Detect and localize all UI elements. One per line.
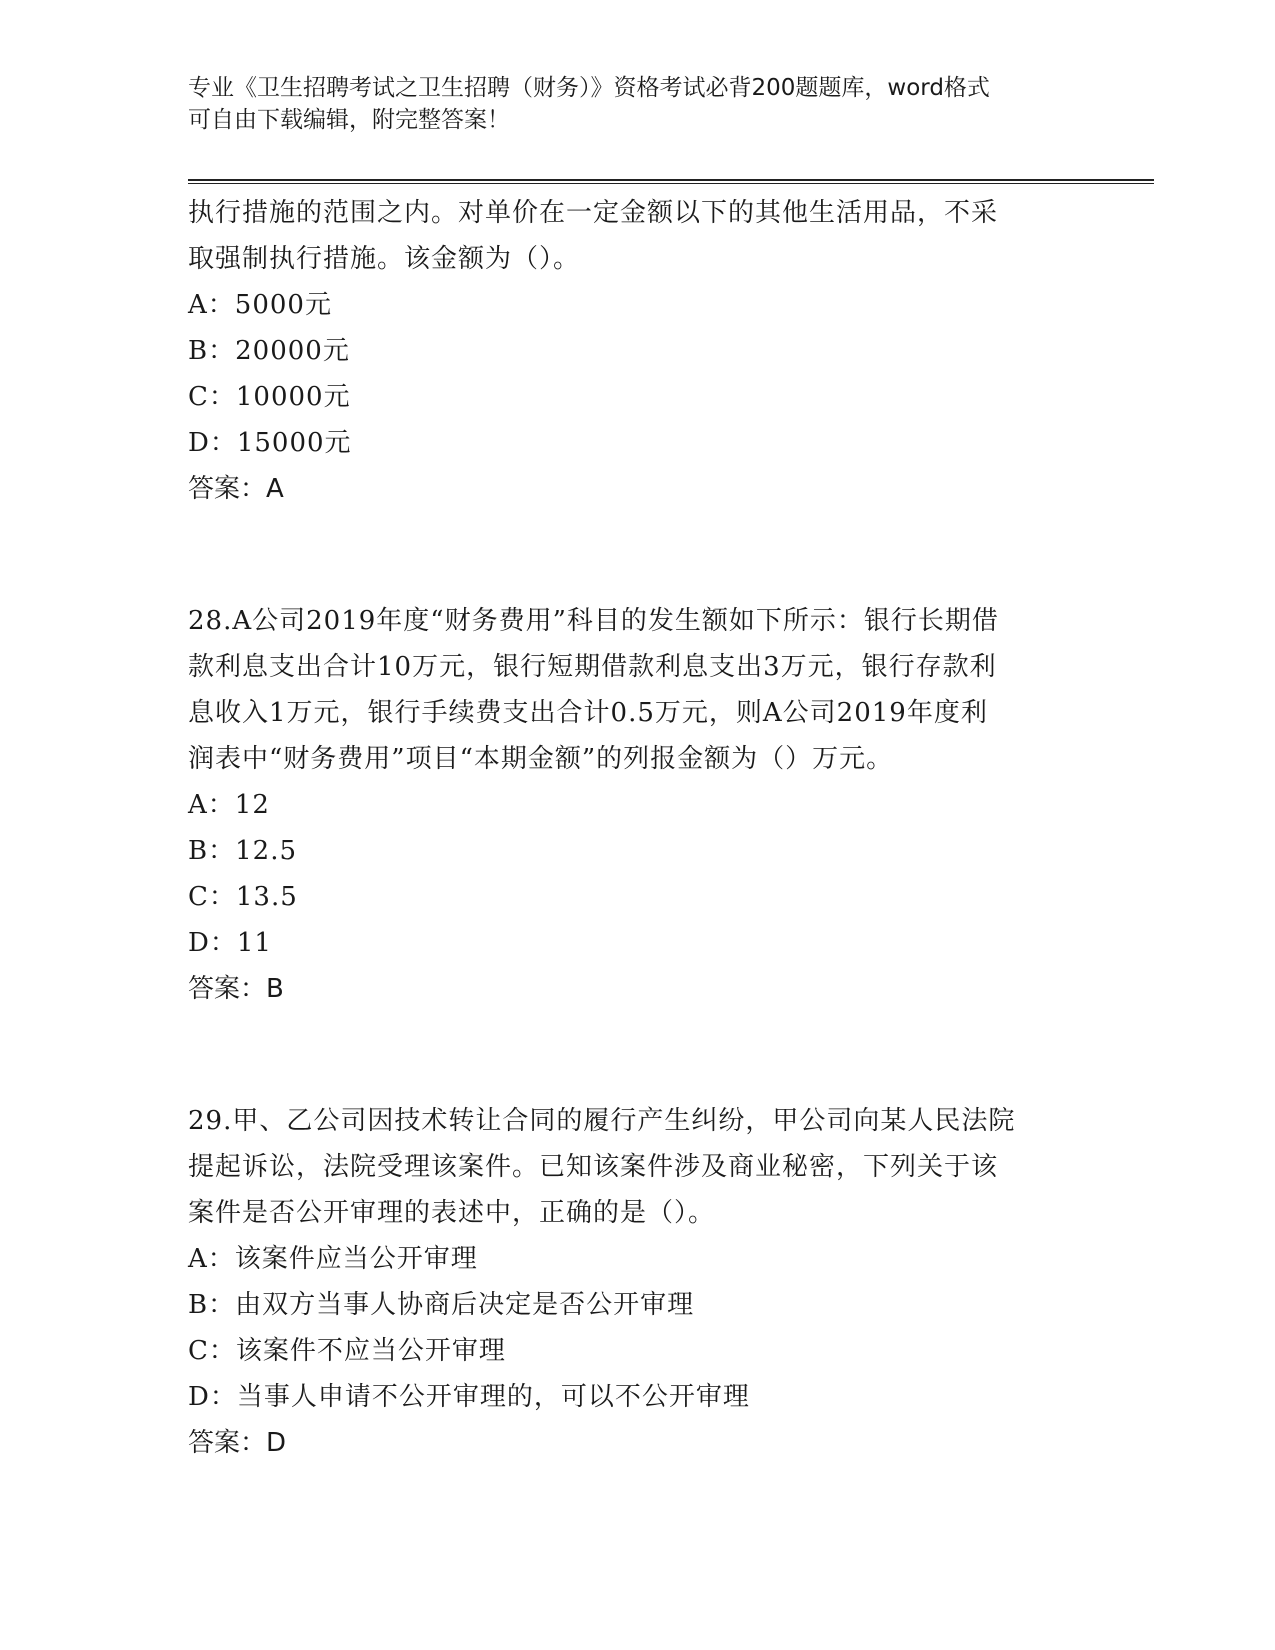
option-a: A：5000元 (188, 290, 332, 320)
question-stem-line: 取强制执行措施。该金额为（）。 (188, 244, 581, 274)
option-c: C：13.5 (188, 882, 298, 912)
option-d: D：当事人申请不公开审理的，可以不公开审理 (188, 1382, 750, 1412)
option-b: B：20000元 (188, 336, 350, 366)
header-title-line-1: 专业《卫生招聘考试之卫生招聘（财务）》资格考试必背200题题库，word格式 (188, 75, 990, 101)
question-27 (188, 190, 1088, 512)
header-rule-thin (188, 183, 1154, 184)
question-stem-line: 案件是否公开审理的表述中，正确的是（）。 (188, 1198, 716, 1228)
page-header (188, 72, 1088, 136)
question-stem-line: 执行措施的范围之内。对单价在一定金额以下的其他生活用品，不采 (188, 198, 999, 228)
header-rule-thick (188, 179, 1154, 181)
answer-line: 答案：D (188, 1428, 287, 1458)
option-c: C：10000元 (188, 382, 351, 412)
document-body (188, 190, 1088, 1466)
question-stem-line: 29.甲、乙公司因技术转让合同的履行产生纠纷，甲公司向某人民法院 (188, 1106, 1016, 1136)
question-29 (188, 1098, 1088, 1466)
question-stem-line: 息收入1万元，银行手续费支出合计0.5万元，则A公司2019年度利 (188, 698, 988, 728)
question-stem-line: 提起诉讼，法院受理该案件。已知该案件涉及商业秘密，下列关于该 (188, 1152, 999, 1182)
question-stem-line: 28.A公司2019年度“财务费用”科目的发生额如下所示：银行长期借 (188, 606, 999, 636)
answer-line: 答案：A (188, 474, 284, 504)
option-a: A：该案件应当公开审理 (188, 1244, 478, 1274)
question-stem-line: 润表中“财务费用”项目“本期金额”的列报金额为（）万元。 (188, 744, 894, 774)
option-a: A：12 (188, 790, 270, 820)
option-b: B：12.5 (188, 836, 297, 866)
question-28 (188, 598, 1088, 1012)
question-spacer (188, 1012, 1088, 1098)
answer-line: 答案：B (188, 974, 284, 1004)
question-spacer (188, 512, 1088, 598)
option-d: D：11 (188, 928, 272, 958)
option-b: B：由双方当事人协商后决定是否公开审理 (188, 1290, 695, 1320)
header-title-line-2: 可自由下载编辑，附完整答案！ (188, 107, 510, 133)
question-stem-line: 款利息支出合计10万元，银行短期借款利息支出3万元，银行存款利 (188, 652, 997, 682)
option-c: C：该案件不应当公开审理 (188, 1336, 506, 1366)
option-d: D：15000元 (188, 428, 352, 458)
